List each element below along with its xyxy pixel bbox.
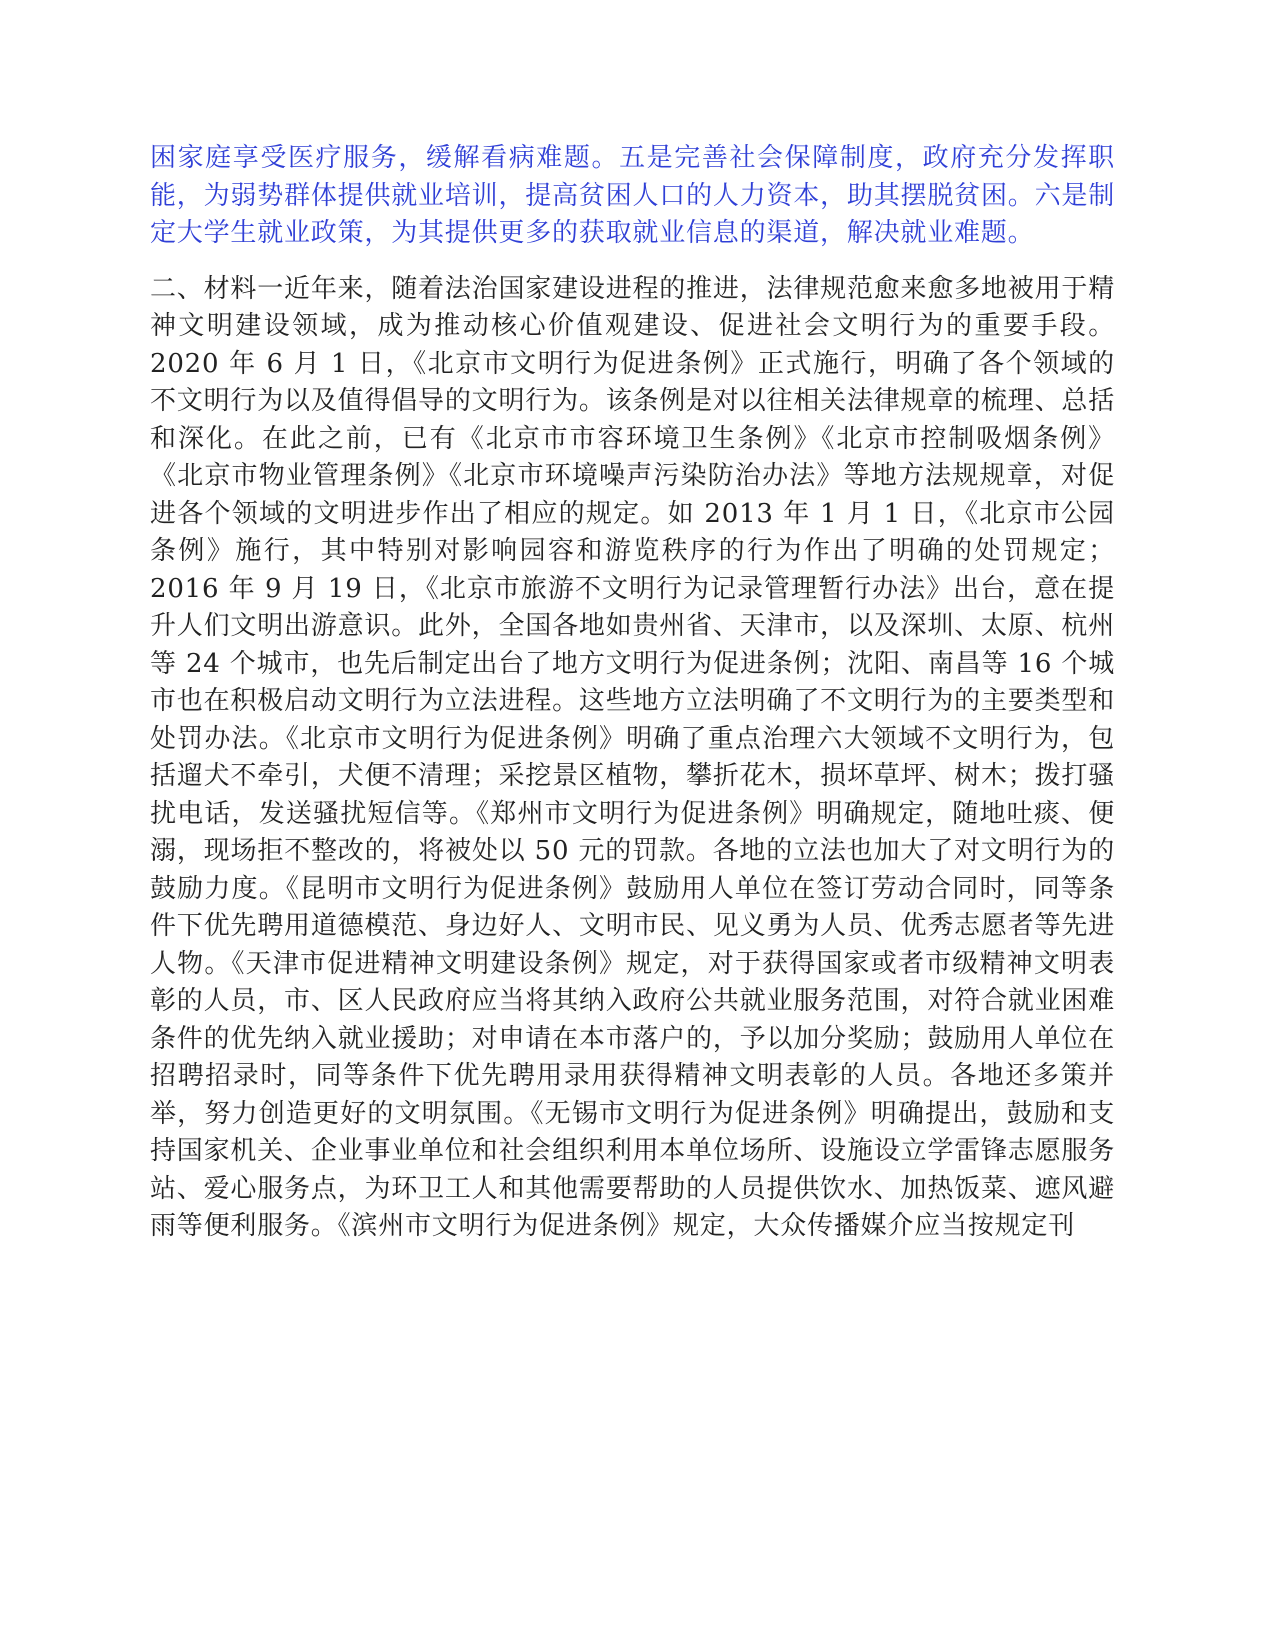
document-page bbox=[150, 140, 1115, 1246]
material-paragraph: 二、材料一近年来，随着法治国家建设进程的推进，法律规范愈来愈多地被用于精神文明建设领域，成为推动核心价值观建设、促进社会文明行为的重要手段。2020 年 6 月 1 日，《北京市文明行为促进条例》正式施行，明确了各个领域的不文明行为以及值得倡导的文明行为。该条例是对以往相关法律规章的梳理、总括和深化。在此之前，已有《北京市市容环境卫生条例》《北京市控制吸烟条例》《北京市物业管理条例》《北京市环境噪声污染防治办法》等地方法规规章，对促进各个领域的文明进步作出了相应的规定。如 2013 年 1 月 1 日，《北京市公园条例》施行，其中特别对影响园容和游览秩序的行为作出了明确的处罚规定；2016 年 9 月 19 日，《北京市旅游不文明行为记录管理暂行办法》出台，意在提升人们文明出游意识。此外，全国各地如贵州省、天津市，以及深圳、太原、杭州等 24 个城市，也先后制定出台了地方文明行为促进条例；沈阳、南昌等 16 个城市也在积极启动文明行为立法进程。这些地方立法明确了不文明行为的主要类型和处罚办法。《北京市文明行为促进条例》明确了重点治理六大领域不文明行为，包括遛犬不牵引，犬便不清理；采挖景区植物，攀折花木，损坏草坪、树木；拨打骚扰电话，发送骚扰短信等。《郑州市文明行为促进条例》明确规定，随地吐痰、便溺，现场拒不整改的，将被处以 50 元的罚款。各地的立法也加大了对文明行为的鼓励力度。《昆明市文明行为促进条例》鼓励用人单位在签订劳动合同时，同等条件下优先聘用道德模范、身边好人、文明市民、见义勇为人员、优秀志愿者等先进人物。《天津市促进精神文明建设条例》规定，对于获得国家或者市级精神文明表彰的人员，市、区人民政府应当将其纳入政府公共就业服务范围，对符合就业困难条件的优先纳入就业援助；对申请在本市落户的，予以加分奖励；鼓励用人单位在招聘招录时，同等条件下优先聘用录用获得精神文明表彰的人员。各地还多策并举，努力创造更好的文明氛围。《无锡市文明行为促进条例》明确提出，鼓励和支持国家机关、企业事业单位和社会组织利用本单位场所、设施设立学雷锋志愿服务站、爱心服务点，为环卫工人和其他需要帮助的人员提供饮水、加热饭菜、遮风避雨等便利服务。《滨州市文明行为促进条例》规定，大众传播媒介应当按规定刊 bbox=[150, 273, 1115, 1241]
answer-paragraph: 困家庭享受医疗服务，缓解看病难题。五是完善社会保障制度，政府充分发挥职能，为弱势群体提供就业培训，提高贫困人口的人力资本，助其摆脱贫困。六是制定大学生就业政策，为其提供更多的获取就业信息的渠道，解决就业难题。 bbox=[150, 143, 1115, 248]
